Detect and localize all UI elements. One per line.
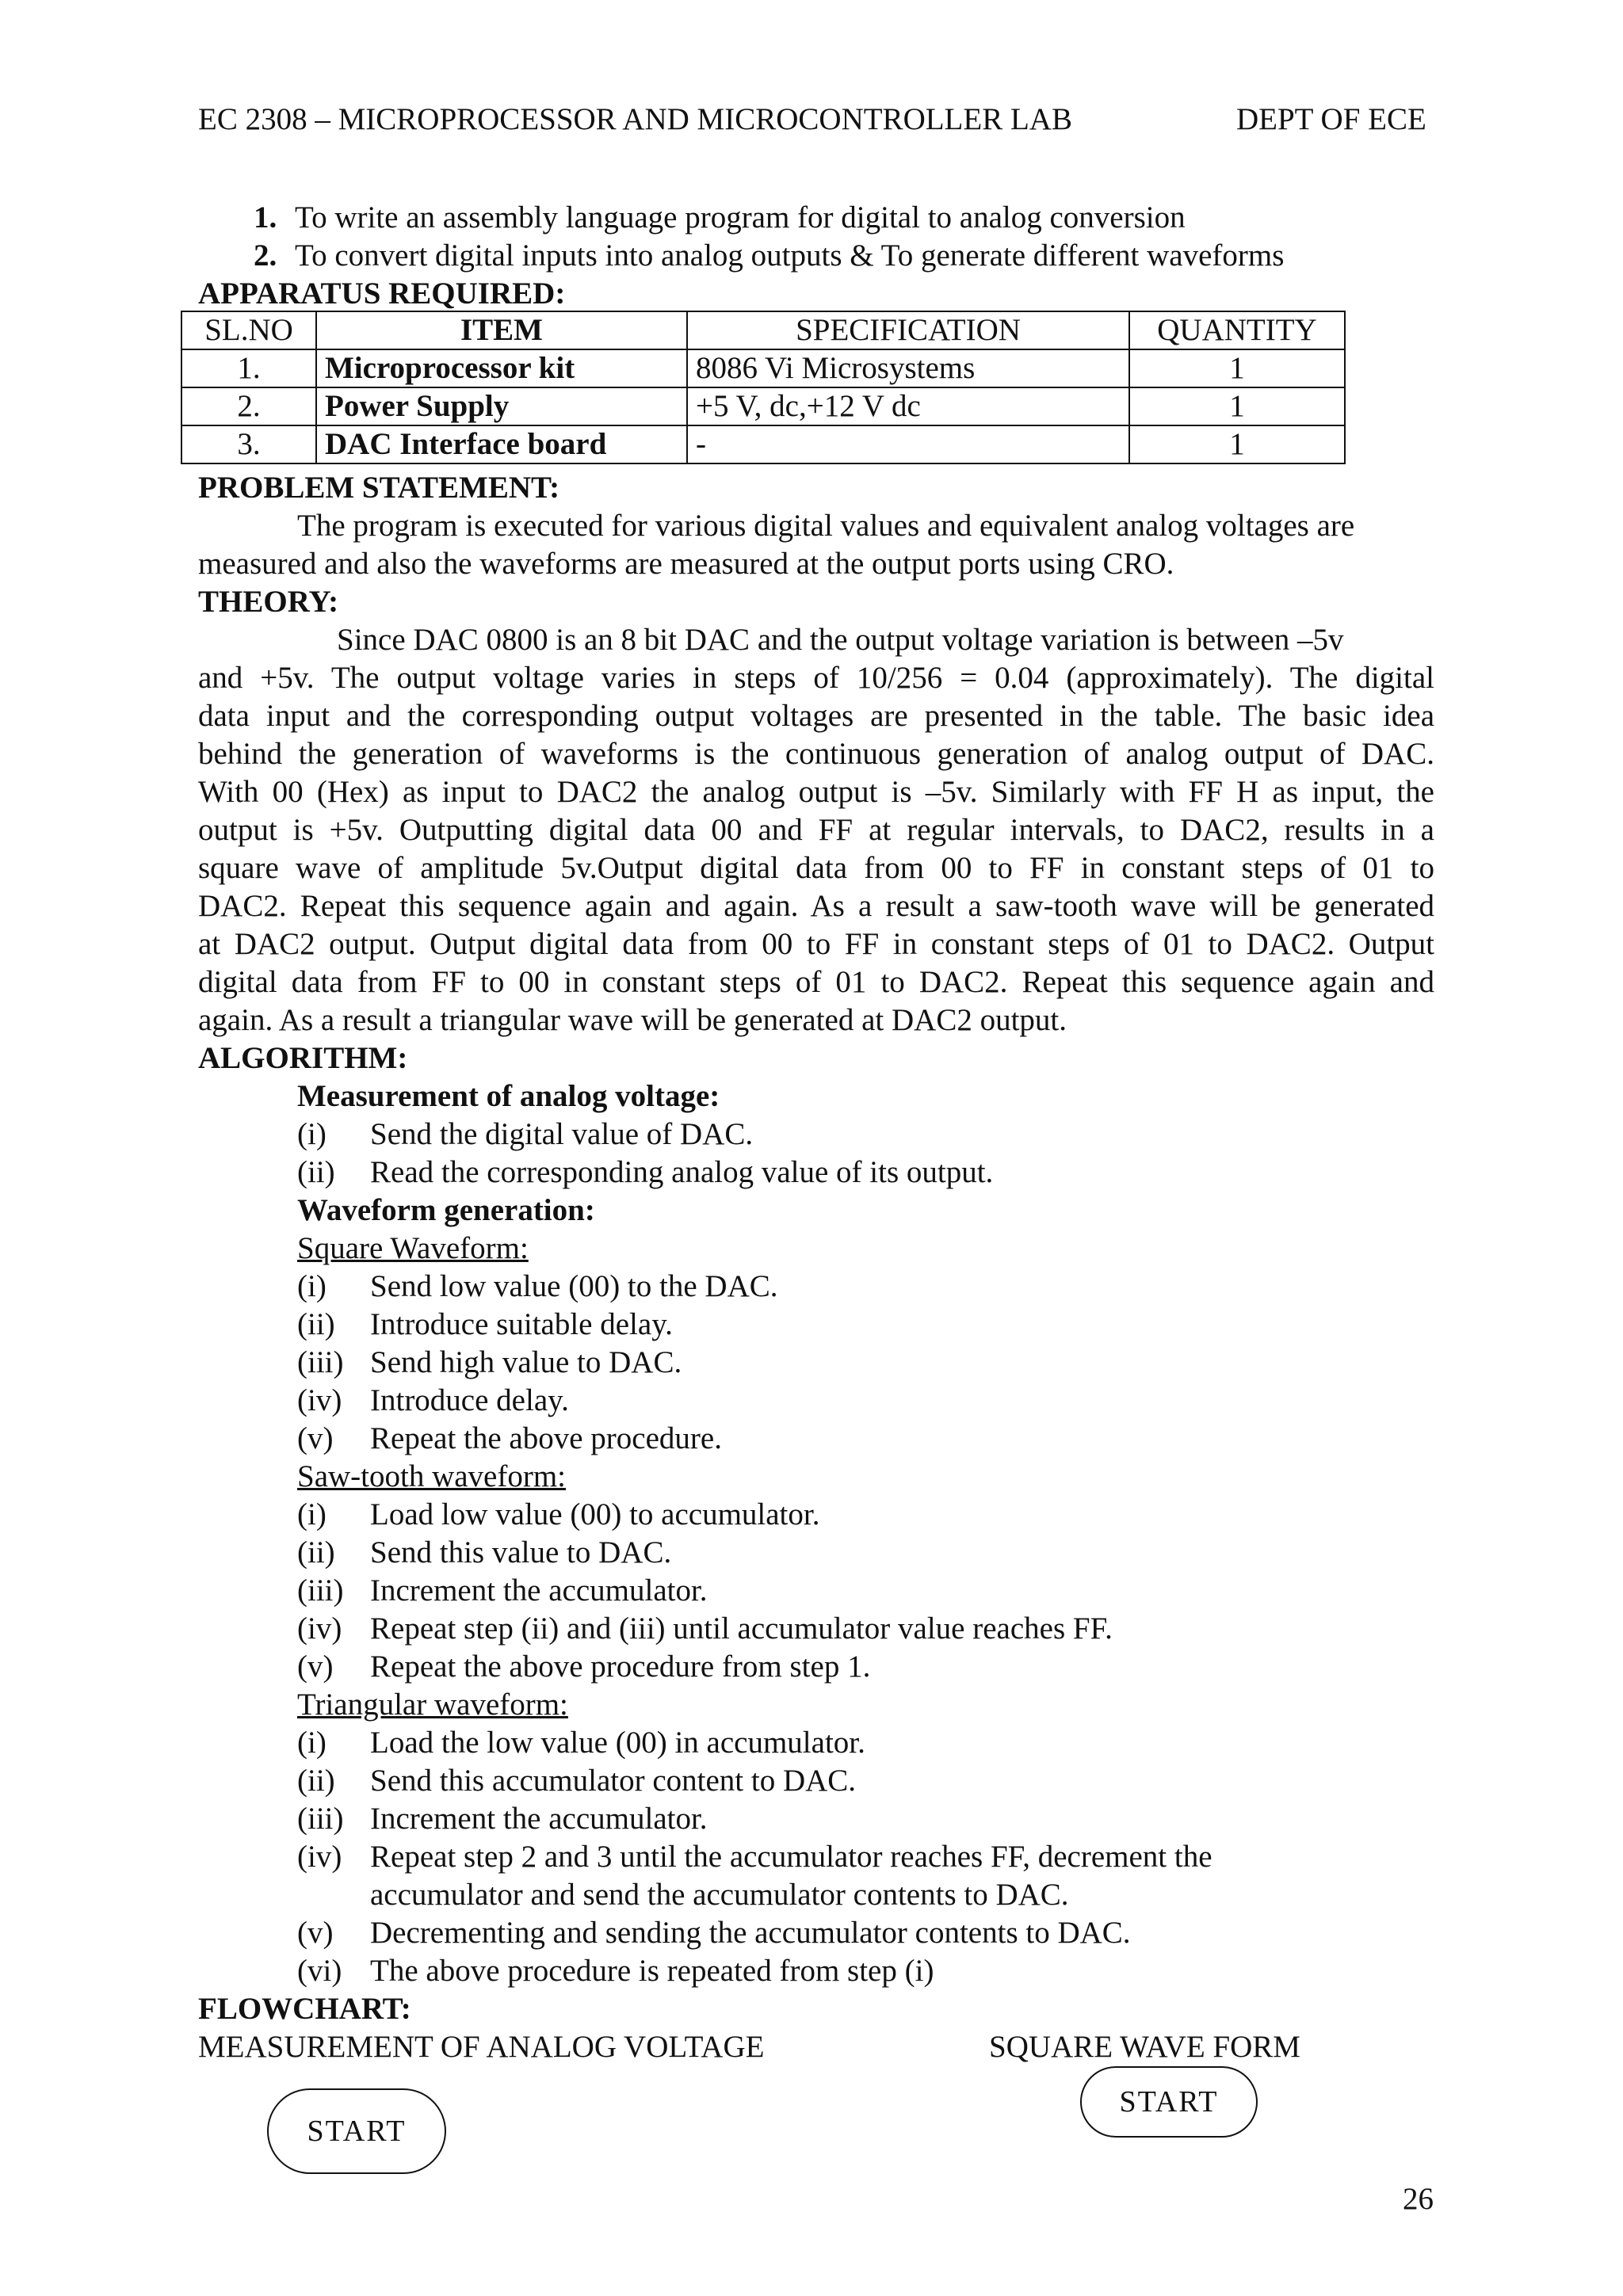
step-number: (i) (297, 1117, 327, 1151)
page-number: 26 (1403, 2182, 1434, 2216)
table-row (181, 425, 1345, 463)
theory-line: data input and the corresponding output voltages are presented in the table. The basic idea (198, 699, 1434, 733)
step-text: Send this value to DAC. (370, 1535, 672, 1569)
step-text: Introduce delay. (370, 1383, 569, 1417)
table-header-cell: QUANTITY (1129, 311, 1345, 349)
step-text: Increment the accumulator. (370, 1802, 708, 1836)
step-number: (i) (297, 1269, 327, 1303)
aim-text: To write an assembly language program for digital to analog conversion (295, 200, 1186, 235)
theory-line: and +5v. The output voltage varies in steps of 10/256 = 0.04 (approximately). The digital (198, 661, 1434, 695)
problem-heading: PROBLEM STATEMENT: (198, 471, 560, 505)
algorithm-step (297, 1496, 819, 1534)
flowchart-heading: FLOWCHART: (198, 1992, 411, 2026)
step-number: (v) (297, 1650, 334, 1684)
table-cell: 1. (181, 349, 316, 387)
table-header-cell: SPECIFICATION (687, 311, 1129, 349)
step-number: (i) (297, 1497, 327, 1531)
table-header-cell: ITEM (316, 311, 687, 349)
step-number: (vi) (297, 1954, 342, 1988)
aim-item-2 (254, 237, 1284, 275)
algorithm-step (297, 1762, 856, 1800)
flowchart-start-terminal: START (1080, 2066, 1258, 2138)
algorithm-step (297, 1268, 778, 1306)
apparatus-heading: APPARATUS REQUIRED: (198, 277, 566, 311)
table-row (181, 387, 1345, 425)
algorithm-step (297, 1838, 1212, 1876)
step-number: (iii) (297, 1802, 344, 1836)
theory-line: digital data from FF to 00 in constant steps of 01 to DAC2. Repeat this sequence again and (198, 965, 1434, 999)
step-text: accumulator and send the accumulator contents to DAC. (370, 1878, 1069, 1912)
algorithm-step (297, 1382, 569, 1420)
step-number: (iii) (297, 1573, 344, 1608)
algorithm-step (297, 1306, 673, 1344)
step-text: Increment the accumulator. (370, 1573, 708, 1608)
algorithm-step-continued (297, 1876, 1069, 1914)
algorithm-step (297, 1572, 708, 1610)
flowchart-start-terminal: START (267, 2088, 446, 2174)
waveform-title: Waveform generation: (297, 1193, 595, 1227)
aim-number: 2. (254, 238, 277, 273)
aim-number: 1. (254, 200, 277, 235)
theory-line: output is +5v. Outputting digital data 00 and FF at regular intervals, to DAC2, results in a (198, 813, 1434, 847)
step-number: (ii) (297, 1764, 335, 1798)
step-text: Read the corresponding analog value of its output. (370, 1155, 994, 1189)
step-text: Send high value to DAC. (370, 1345, 682, 1379)
page-header-dept: DEPT OF ECE (1236, 102, 1426, 136)
table-cell: +5 V, dc,+12 V dc (687, 387, 1129, 425)
theory-line: Since DAC 0800 is an 8 bit DAC and the output voltage variation is between –5v (337, 623, 1344, 657)
aim-text: To convert digital inputs into analog outputs & To generate different waveforms (295, 238, 1285, 273)
step-text: Send low value (00) to the DAC. (370, 1269, 778, 1303)
step-text: Repeat the above procedure. (370, 1421, 722, 1455)
algorithm-step (297, 1534, 671, 1572)
theory-line: again. As a result a triangular wave will be generated at DAC2 output. (198, 1003, 1067, 1037)
step-text: Send the digital value of DAC. (370, 1117, 754, 1151)
table-cell: 1 (1129, 425, 1345, 463)
table-cell: 1 (1129, 349, 1345, 387)
step-number: (v) (297, 1916, 334, 1950)
step-text: Introduce suitable delay. (370, 1307, 673, 1341)
theory-line: With 00 (Hex) as input to DAC2 the analog output is –5v. Similarly with FF H as input, the (198, 775, 1434, 809)
table-cell: DAC Interface board (316, 425, 687, 463)
step-text: Send this accumulator content to DAC. (370, 1764, 857, 1798)
apparatus-table (181, 311, 1346, 464)
table-header-row (181, 311, 1345, 349)
step-number: (i) (297, 1726, 327, 1760)
step-number: (ii) (297, 1155, 335, 1189)
algorithm-step (297, 1724, 865, 1762)
aim-item-1 (254, 199, 1186, 237)
algorithm-step (297, 1610, 1113, 1648)
theory-line: square wave of amplitude 5v.Output digital data from 00 to FF in constant steps of 01 to (198, 851, 1434, 885)
step-text: Load low value (00) to accumulator. (370, 1497, 820, 1531)
algorithm-step (297, 1952, 934, 1990)
table-cell: - (687, 425, 1129, 463)
flowchart-left-title: MEASUREMENT OF ANALOG VOLTAGE (198, 2030, 765, 2064)
theory-line: behind the generation of waveforms is the continuous generation of analog output of DAC. (198, 737, 1434, 771)
algorithm-step (297, 1648, 870, 1686)
algorithm-step (297, 1344, 682, 1382)
step-number: (iii) (297, 1345, 344, 1379)
problem-line: The program is executed for various digital values and equivalent analog voltages are (297, 509, 1355, 543)
flowchart-right-title: SQUARE WAVE FORM (989, 2030, 1300, 2064)
table-cell: Power Supply (316, 387, 687, 425)
problem-line: measured and also the waveforms are measured at the output ports using CRO. (198, 547, 1174, 581)
step-text: Repeat step (ii) and (iii) until accumulator value reaches FF. (370, 1611, 1113, 1646)
step-text: The above procedure is repeated from step (i) (370, 1954, 934, 1988)
algorithm-step (297, 1914, 1131, 1952)
measurement-title: Measurement of analog voltage: (297, 1079, 720, 1113)
step-text: Decrementing and sending the accumulator contents to DAC. (370, 1916, 1131, 1950)
table-cell: Microprocessor kit (316, 349, 687, 387)
algorithm-step (297, 1116, 753, 1154)
table-cell: 8086 Vi Microsystems (687, 349, 1129, 387)
square-title: Square Waveform: (297, 1231, 529, 1265)
step-number: (ii) (297, 1535, 335, 1569)
algorithm-step (297, 1800, 708, 1838)
step-number: (iv) (297, 1611, 342, 1646)
algorithm-heading: ALGORITHM: (198, 1041, 408, 1075)
step-text: Repeat step 2 and 3 until the accumulator reaches FF, decrement the (370, 1840, 1212, 1874)
step-number: (iv) (297, 1383, 342, 1417)
table-cell: 2. (181, 387, 316, 425)
table-cell: 3. (181, 425, 316, 463)
table-cell: 1 (1129, 387, 1345, 425)
sawtooth-title: Saw-tooth waveform: (297, 1459, 567, 1493)
step-number: (ii) (297, 1307, 335, 1341)
step-number: (iv) (297, 1840, 342, 1874)
triangular-title: Triangular waveform: (297, 1688, 568, 1722)
algorithm-step (297, 1154, 993, 1192)
table-header-cell: SL.NO (181, 311, 316, 349)
theory-heading: THEORY: (198, 585, 339, 619)
step-text: Repeat the above procedure from step 1. (370, 1650, 871, 1684)
theory-line: DAC2. Repeat this sequence again and again. As a result a saw-tooth wave will be generated (198, 889, 1434, 923)
table-row (181, 349, 1345, 387)
page-header-title: EC 2308 – MICROPROCESSOR AND MICROCONTROLLER LAB (198, 102, 1072, 136)
theory-line: at DAC2 output. Output digital data from 00 to FF in constant steps of 01 to DAC2. Output (198, 927, 1434, 961)
algorithm-step (297, 1420, 722, 1458)
step-text: Load the low value (00) in accumulator. (370, 1726, 865, 1760)
step-number: (v) (297, 1421, 334, 1455)
